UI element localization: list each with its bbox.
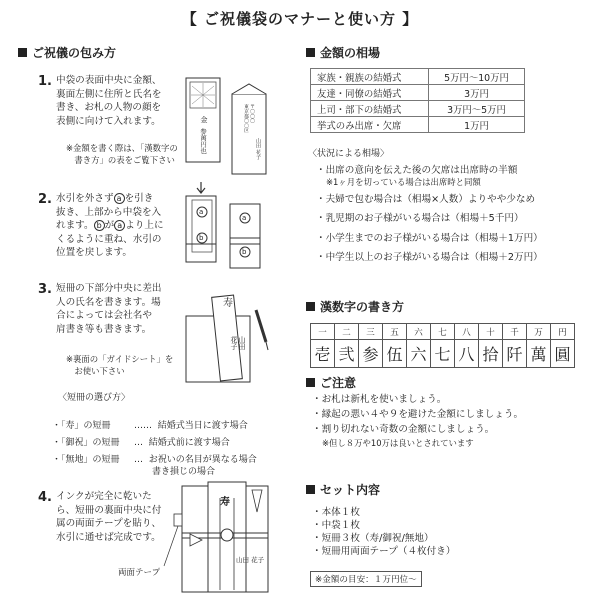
amount-guide-note: ※金額の目安：１万円位〜 xyxy=(310,571,422,587)
illus-marker-a-right: a xyxy=(242,214,247,222)
caution-sub-note: ※但し８万や10万は良いとされています xyxy=(322,438,474,448)
illus-marker-b: b xyxy=(199,234,204,242)
tape-label: 両面テープ xyxy=(118,568,161,578)
table-row xyxy=(311,340,575,368)
step-3-note: ※裏面の「ガイドシート」を お使い下さい xyxy=(66,354,174,376)
table-row: 家族・親族の結婚式 5万円〜10万円 xyxy=(311,69,525,85)
kanji-plain-cell: 五 xyxy=(383,324,407,340)
step-1-text: 中袋の表面中央に金額、 裏面左側に住所と氏名を 書き、お札の人物の顔を 表側に向けて入れます。 xyxy=(56,75,162,127)
situation-sub-note: ※1ヶ月を切っている場合は出席時と同額 xyxy=(326,177,481,188)
tanzaku-label-2: ・「御祝」の短冊 xyxy=(52,438,120,448)
step-4-text: インクが完全に乾いた ら、短冊の裏面中央に付 属の両面テープを貼り、 水引に通せば完成です。 xyxy=(56,491,162,543)
final-name: 山田 花子 xyxy=(236,556,265,564)
wrapping-heading: ご祝儀の包み方 xyxy=(18,44,116,61)
list-item: ・乳児期のお子様がいる場合は（相場＋5千円） xyxy=(316,213,524,225)
illus-marker-b-right: b xyxy=(242,248,247,256)
kanji-plain-cell: 三 xyxy=(359,324,383,340)
kanji-heading: 漢数字の書き方 xyxy=(306,298,404,315)
insert-envelope-illustration xyxy=(184,182,284,274)
situation-heading: 〈状況による相場〉 xyxy=(308,149,390,159)
kanji-plain-cell: 一 xyxy=(311,324,335,340)
env-front-amount: 参萬円也 xyxy=(199,128,207,154)
env-front-kin: 金 xyxy=(200,116,208,123)
env-back-address: 〒〇〇〇 東京都〇〇区 xyxy=(243,104,254,133)
marker-b: b xyxy=(94,220,105,231)
finished-envelope-illustration xyxy=(160,478,282,594)
step-2-text: 水引を外さず a を引き 抜き、上部から中袋を入 れます。 b が a より上に くるように重ね、水引の 位置を戻します。 xyxy=(56,193,164,259)
step-3-text: 短冊の下部分中央に差出 人の氏名を書きます。場 合によっては会社名や 肩書き等も書きます。 xyxy=(56,283,162,335)
tanzaku-desc-1: …… 結婚式当日に渡す場合 xyxy=(134,421,248,431)
kanji-plain-cell: 八 xyxy=(455,324,479,340)
kanji-plain-cell: 千 xyxy=(503,324,527,340)
list-item: ・中学生以上のお子様がいる場合は（相場＋2万円） xyxy=(316,252,543,264)
kanji-plain-cell: 円 xyxy=(551,324,575,340)
tanzaku-label-1: ・「寿」の短冊 xyxy=(52,421,111,431)
table-row xyxy=(311,324,575,340)
list-item: ・夫婦で包む場合は（相場×人数）よりやや少なめ xyxy=(316,193,536,205)
step-2-number: 2. xyxy=(38,192,52,207)
kanji-formal-cell: 萬 xyxy=(527,340,551,368)
marker-a: a xyxy=(114,193,125,204)
step-4-number: 4. xyxy=(38,490,52,505)
kanji-plain-cell: 二 xyxy=(335,324,359,340)
kanji-plain-cell: 六 xyxy=(407,324,431,340)
square-bullet-icon xyxy=(306,485,315,494)
tanzaku-name: 山田 花子 xyxy=(230,336,246,350)
square-bullet-icon xyxy=(306,302,315,311)
square-bullet-icon xyxy=(306,378,315,387)
step-3-number: 3. xyxy=(38,282,52,297)
square-bullet-icon xyxy=(306,48,315,57)
kanji-formal-cell: 参 xyxy=(359,340,383,368)
kanji-formal-cell: 圓 xyxy=(551,340,575,368)
kanji-formal-cell: 六 xyxy=(407,340,431,368)
kanji-formal-cell: 壱 xyxy=(311,340,335,368)
table-row: 上司・部下の結婚式 3万円〜5万円 xyxy=(311,101,525,117)
square-bullet-icon xyxy=(18,48,27,57)
final-kotobuki: 寿 xyxy=(220,497,230,508)
tanzaku-heading: 〈短冊の選び方〉 xyxy=(58,393,131,403)
kanji-plain-cell: 万 xyxy=(527,324,551,340)
caution-heading: ご注意 xyxy=(306,374,356,391)
step-1-note: ※金額を書く際は、「漢数字の 書き方」の表をご覧下さい xyxy=(66,143,178,165)
amount-table xyxy=(310,68,525,133)
situation-list xyxy=(316,164,596,265)
page-title: 【 ご祝儀袋のマナーと使い方 】 xyxy=(181,10,419,28)
caution-list: ・お札は新札を使いましょう。 ・縁起の悪い４や９を避けた金額にしましょう。 ・割り切れない奇数の金額にしましょう。 xyxy=(312,394,524,435)
table-row: 挙式のみ出席・欠席 1万円 xyxy=(311,117,525,133)
set-list: ・本体１枚 ・中袋１枚 ・短冊３枚（寿/御祝/無地） ・短冊用両面テープ（４枚付き） xyxy=(312,507,456,557)
kanji-formal-cell: 拾 xyxy=(479,340,503,368)
list-item: ・小学生までのお子様がいる場合は（相場＋1万円） xyxy=(316,232,543,244)
set-heading: セット内容 xyxy=(306,481,380,498)
kanji-plain-cell: 十 xyxy=(479,324,503,340)
kanji-formal-cell: 阡 xyxy=(503,340,527,368)
env-back-name: 山田 花子 xyxy=(255,138,261,160)
kanji-formal-cell: 伍 xyxy=(383,340,407,368)
tanzaku-desc-3: … お祝いの名目が異なる場合 書き損じの場合 xyxy=(134,455,257,477)
tanzaku-desc-2: … 結婚式前に渡す場合 xyxy=(134,438,230,448)
list-item: ・出席の意向を伝えた後の欠席は出席時の半額 xyxy=(316,165,518,176)
step-1-number: 1. xyxy=(38,74,52,89)
illus-marker-a: a xyxy=(199,208,204,216)
tanzaku-label-3: ・「無地」の短冊 xyxy=(52,455,120,465)
kanji-formal-cell: 八 xyxy=(455,340,479,368)
amount-heading: 金額の相場 xyxy=(306,44,380,61)
kanji-plain-cell: 七 xyxy=(431,324,455,340)
kanji-table xyxy=(310,323,575,368)
table-row: 友達・同僚の結婚式 3万円 xyxy=(311,85,525,101)
marker-a-2: a xyxy=(114,220,125,231)
tanzaku-kotobuki: 寿 xyxy=(223,298,233,309)
kanji-formal-cell: 弐 xyxy=(335,340,359,368)
kanji-formal-cell: 七 xyxy=(431,340,455,368)
